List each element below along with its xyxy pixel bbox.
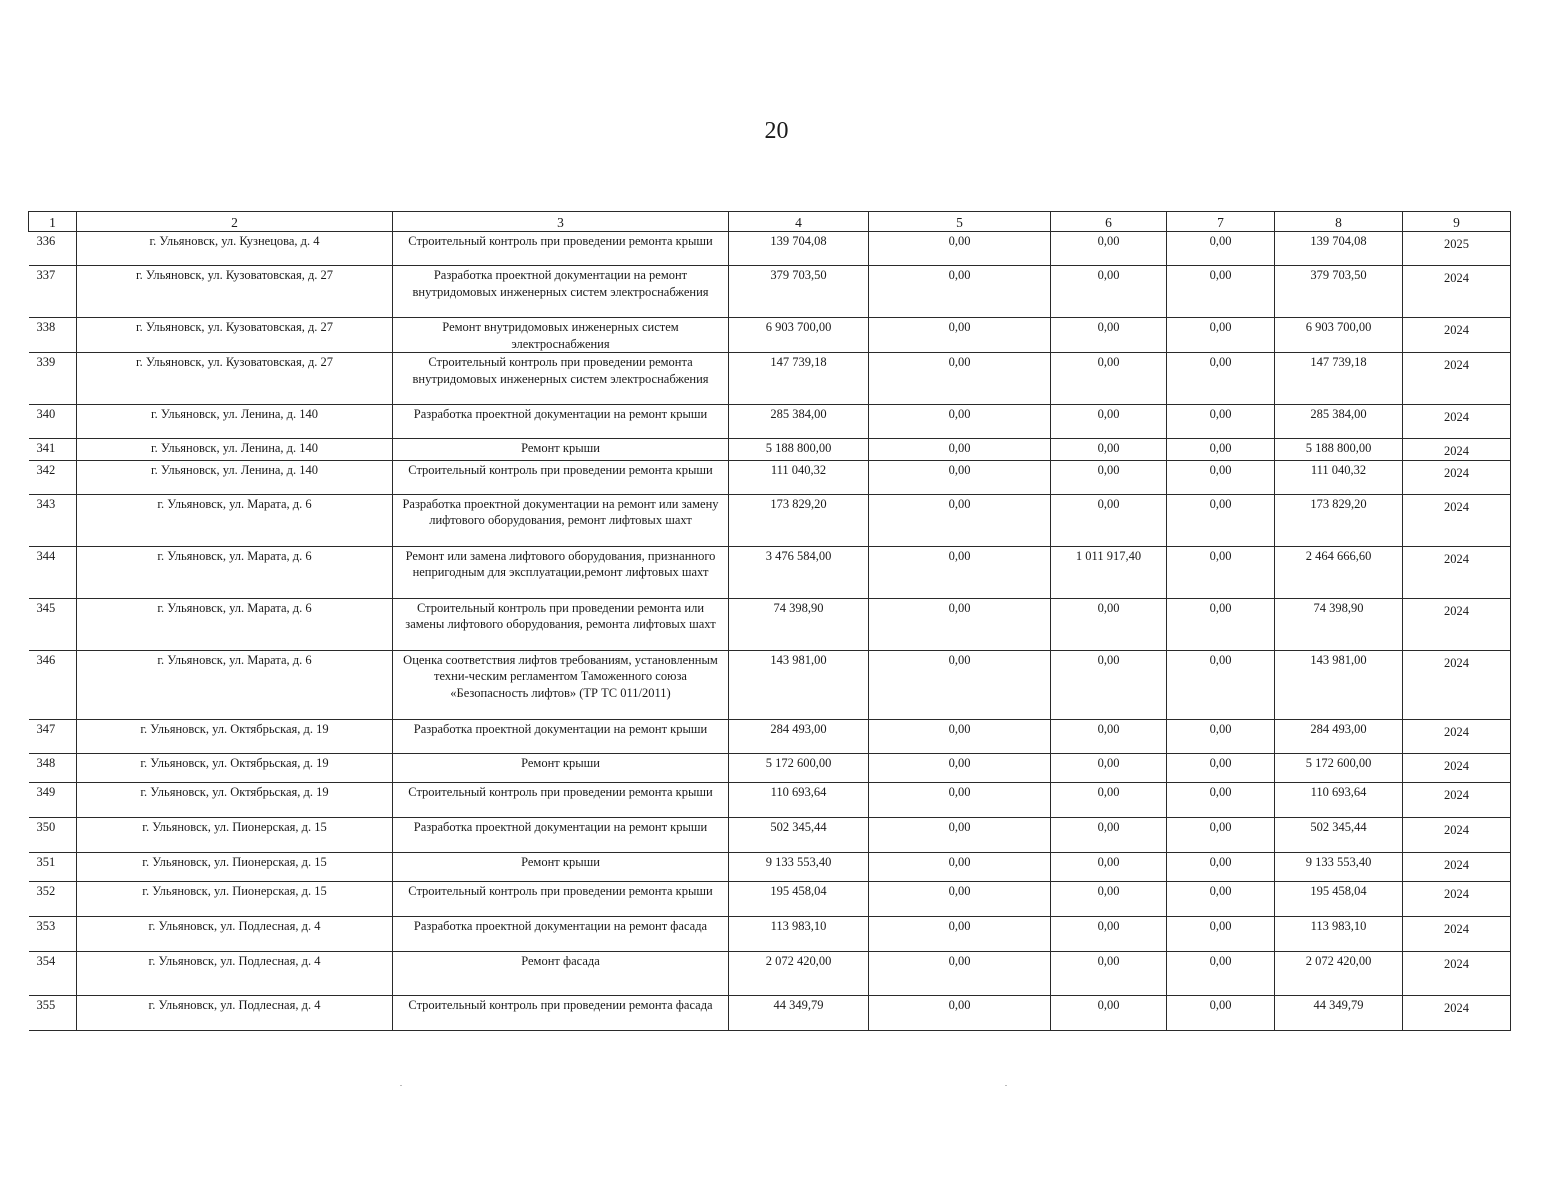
- total-cost-cell: 111 040,32: [729, 460, 869, 494]
- regional-operator-cell: 143 981,00: [1275, 650, 1403, 719]
- row-number: 348: [29, 753, 77, 782]
- regional-operator-cell: 6 903 700,00: [1275, 318, 1403, 353]
- address-cell: г. Ульяновск, ул. Кузоватовская, д. 27: [77, 353, 393, 405]
- year-cell: 2024: [1403, 782, 1511, 817]
- fund-cell: 0,00: [869, 439, 1051, 461]
- budget-cell: 0,00: [1167, 995, 1275, 1030]
- row-number: 339: [29, 353, 77, 405]
- owner-funds-cell: 0,00: [1051, 353, 1167, 405]
- regional-operator-cell: 147 739,18: [1275, 353, 1403, 405]
- year-cell: 2024: [1403, 995, 1511, 1030]
- regional-operator-cell: 2 464 666,60: [1275, 546, 1403, 598]
- budget-cell: 0,00: [1167, 881, 1275, 916]
- total-cost-cell: 285 384,00: [729, 405, 869, 439]
- year-cell: 2024: [1403, 439, 1511, 461]
- fund-cell: 0,00: [869, 782, 1051, 817]
- row-number: 340: [29, 405, 77, 439]
- budget-cell: 0,00: [1167, 266, 1275, 318]
- fund-cell: 0,00: [869, 494, 1051, 546]
- table-row: [29, 753, 1511, 782]
- work-description-cell: Ремонт фасада: [393, 951, 729, 995]
- total-cost-cell: 173 829,20: [729, 494, 869, 546]
- total-cost-cell: 2 072 420,00: [729, 951, 869, 995]
- regional-operator-cell: 173 829,20: [1275, 494, 1403, 546]
- fund-cell: 0,00: [869, 318, 1051, 353]
- budget-cell: 0,00: [1167, 951, 1275, 995]
- address-cell: г. Ульяновск, ул. Октябрьская, д. 19: [77, 782, 393, 817]
- total-cost-cell: 5 188 800,00: [729, 439, 869, 461]
- fund-cell: 0,00: [869, 266, 1051, 318]
- work-description-cell: Ремонт крыши: [393, 852, 729, 881]
- work-description-cell: Ремонт внутридомовых инженерных систем электроснабжения: [393, 318, 729, 353]
- row-number: 352: [29, 881, 77, 916]
- row-number: 341: [29, 439, 77, 461]
- row-number: 338: [29, 318, 77, 353]
- table-row: [29, 439, 1511, 461]
- budget-cell: 0,00: [1167, 439, 1275, 461]
- regional-operator-cell: 285 384,00: [1275, 405, 1403, 439]
- row-number: 342: [29, 460, 77, 494]
- address-cell: г. Ульяновск, ул. Марата, д. 6: [77, 650, 393, 719]
- regional-operator-cell: 5 188 800,00: [1275, 439, 1403, 461]
- row-number: 345: [29, 598, 77, 650]
- column-number: 7: [1167, 212, 1275, 232]
- owner-funds-cell: 0,00: [1051, 650, 1167, 719]
- row-number: 353: [29, 916, 77, 951]
- budget-cell: 0,00: [1167, 598, 1275, 650]
- owner-funds-cell: 0,00: [1051, 817, 1167, 852]
- regional-operator-cell: 111 040,32: [1275, 460, 1403, 494]
- work-description-cell: Строительный контроль при проведении ремонта крыши: [393, 782, 729, 817]
- year-cell: 2024: [1403, 852, 1511, 881]
- table-row: [29, 650, 1511, 719]
- budget-cell: 0,00: [1167, 318, 1275, 353]
- table-row: [29, 995, 1511, 1030]
- total-cost-cell: 379 703,50: [729, 266, 869, 318]
- owner-funds-cell: 0,00: [1051, 405, 1167, 439]
- work-description-cell: Разработка проектной документации на ремонт крыши: [393, 817, 729, 852]
- fund-cell: 0,00: [869, 719, 1051, 753]
- total-cost-cell: 44 349,79: [729, 995, 869, 1030]
- total-cost-cell: 113 983,10: [729, 916, 869, 951]
- fund-cell: 0,00: [869, 951, 1051, 995]
- column-number: 1: [29, 212, 77, 232]
- column-number: 4: [729, 212, 869, 232]
- address-cell: г. Ульяновск, ул. Марата, д. 6: [77, 546, 393, 598]
- table-row: [29, 266, 1511, 318]
- fund-cell: 0,00: [869, 460, 1051, 494]
- page-number: 20: [764, 118, 789, 144]
- row-number: 354: [29, 951, 77, 995]
- scan-artifact: [1005, 1085, 1007, 1086]
- year-cell: 2024: [1403, 405, 1511, 439]
- owner-funds-cell: 0,00: [1051, 753, 1167, 782]
- budget-cell: 0,00: [1167, 817, 1275, 852]
- regional-operator-cell: 195 458,04: [1275, 881, 1403, 916]
- address-cell: г. Ульяновск, ул. Октябрьская, д. 19: [77, 719, 393, 753]
- total-cost-cell: 6 903 700,00: [729, 318, 869, 353]
- table-row: [29, 494, 1511, 546]
- address-cell: г. Ульяновск, ул. Кузнецова, д. 4: [77, 232, 393, 266]
- year-cell: 2024: [1403, 266, 1511, 318]
- row-number: 350: [29, 817, 77, 852]
- address-cell: г. Ульяновск, ул. Ленина, д. 140: [77, 439, 393, 461]
- total-cost-cell: 195 458,04: [729, 881, 869, 916]
- work-description-cell: Строительный контроль при проведении ремонта фасада: [393, 995, 729, 1030]
- owner-funds-cell: 0,00: [1051, 439, 1167, 461]
- column-number: 5: [869, 212, 1051, 232]
- work-description-cell: Ремонт или замена лифтового оборудования, признанного непригодным для эксплуатации,ремонт лифтовых шахт: [393, 546, 729, 598]
- budget-cell: 0,00: [1167, 650, 1275, 719]
- total-cost-cell: 284 493,00: [729, 719, 869, 753]
- owner-funds-cell: 0,00: [1051, 318, 1167, 353]
- budget-cell: 0,00: [1167, 916, 1275, 951]
- address-cell: г. Ульяновск, ул. Пионерская, д. 15: [77, 852, 393, 881]
- table-row: [29, 852, 1511, 881]
- capital-repair-table: [28, 211, 1511, 1031]
- address-cell: г. Ульяновск, ул. Подлесная, д. 4: [77, 951, 393, 995]
- year-cell: 2024: [1403, 650, 1511, 719]
- column-number: 8: [1275, 212, 1403, 232]
- year-cell: 2024: [1403, 598, 1511, 650]
- year-cell: 2024: [1403, 318, 1511, 353]
- budget-cell: 0,00: [1167, 405, 1275, 439]
- budget-cell: 0,00: [1167, 719, 1275, 753]
- address-cell: г. Ульяновск, ул. Ленина, д. 140: [77, 405, 393, 439]
- fund-cell: 0,00: [869, 598, 1051, 650]
- work-description-cell: Ремонт крыши: [393, 753, 729, 782]
- owner-funds-cell: 0,00: [1051, 494, 1167, 546]
- work-description-cell: Строительный контроль при проведении ремонта или замены лифтового оборудования, ремонта лифтовых шахт: [393, 598, 729, 650]
- total-cost-cell: 9 133 553,40: [729, 852, 869, 881]
- owner-funds-cell: 0,00: [1051, 598, 1167, 650]
- table-row: [29, 817, 1511, 852]
- owner-funds-cell: 0,00: [1051, 916, 1167, 951]
- work-description-cell: Разработка проектной документации на ремонт фасада: [393, 916, 729, 951]
- table-row: [29, 719, 1511, 753]
- regional-operator-cell: 113 983,10: [1275, 916, 1403, 951]
- fund-cell: 0,00: [869, 995, 1051, 1030]
- table-row: [29, 353, 1511, 405]
- column-number: 3: [393, 212, 729, 232]
- owner-funds-cell: 0,00: [1051, 266, 1167, 318]
- regional-operator-cell: 9 133 553,40: [1275, 852, 1403, 881]
- fund-cell: 0,00: [869, 916, 1051, 951]
- owner-funds-cell: 0,00: [1051, 951, 1167, 995]
- year-cell: 2024: [1403, 817, 1511, 852]
- budget-cell: 0,00: [1167, 546, 1275, 598]
- owner-funds-cell: 0,00: [1051, 881, 1167, 916]
- regional-operator-cell: 110 693,64: [1275, 782, 1403, 817]
- address-cell: г. Ульяновск, ул. Пионерская, д. 15: [77, 817, 393, 852]
- year-cell: 2024: [1403, 353, 1511, 405]
- regional-operator-cell: 284 493,00: [1275, 719, 1403, 753]
- regional-operator-cell: 74 398,90: [1275, 598, 1403, 650]
- year-cell: 2024: [1403, 951, 1511, 995]
- address-cell: г. Ульяновск, ул. Кузоватовская, д. 27: [77, 318, 393, 353]
- total-cost-cell: 3 476 584,00: [729, 546, 869, 598]
- work-description-cell: Разработка проектной документации на ремонт внутридомовых инженерных систем электроснабжения: [393, 266, 729, 318]
- fund-cell: 0,00: [869, 817, 1051, 852]
- row-number: 351: [29, 852, 77, 881]
- row-number: 344: [29, 546, 77, 598]
- work-description-cell: Разработка проектной документации на ремонт крыши: [393, 719, 729, 753]
- work-description-cell: Строительный контроль при проведении ремонта внутридомовых инженерных систем электроснабжения: [393, 353, 729, 405]
- year-cell: 2024: [1403, 916, 1511, 951]
- owner-funds-cell: 1 011 917,40: [1051, 546, 1167, 598]
- work-description-cell: Оценка соответствия лифтов требованиям, установленным техни-ческим регламентом Таможенного союза «Безопасность лифтов» (ТР ТС 011/2011): [393, 650, 729, 719]
- owner-funds-cell: 0,00: [1051, 719, 1167, 753]
- work-description-cell: Ремонт крыши: [393, 439, 729, 461]
- total-cost-cell: 110 693,64: [729, 782, 869, 817]
- fund-cell: 0,00: [869, 753, 1051, 782]
- table-row: [29, 318, 1511, 353]
- table-row: [29, 460, 1511, 494]
- fund-cell: 0,00: [869, 232, 1051, 266]
- table-row: [29, 598, 1511, 650]
- budget-cell: 0,00: [1167, 782, 1275, 817]
- regional-operator-cell: 5 172 600,00: [1275, 753, 1403, 782]
- column-number: 9: [1403, 212, 1511, 232]
- total-cost-cell: 143 981,00: [729, 650, 869, 719]
- address-cell: г. Ульяновск, ул. Подлесная, д. 4: [77, 916, 393, 951]
- scan-artifact: [400, 1085, 402, 1086]
- total-cost-cell: 5 172 600,00: [729, 753, 869, 782]
- year-cell: 2024: [1403, 881, 1511, 916]
- fund-cell: 0,00: [869, 353, 1051, 405]
- fund-cell: 0,00: [869, 650, 1051, 719]
- column-number: 2: [77, 212, 393, 232]
- regional-operator-cell: 139 704,08: [1275, 232, 1403, 266]
- address-cell: г. Ульяновск, ул. Ленина, д. 140: [77, 460, 393, 494]
- work-description-cell: Разработка проектной документации на ремонт или замену лифтового оборудования, ремонт лифтовых шахт: [393, 494, 729, 546]
- year-cell: 2024: [1403, 719, 1511, 753]
- year-cell: 2025: [1403, 232, 1511, 266]
- fund-cell: 0,00: [869, 881, 1051, 916]
- year-cell: 2024: [1403, 460, 1511, 494]
- column-number: 6: [1051, 212, 1167, 232]
- table-row: [29, 782, 1511, 817]
- owner-funds-cell: 0,00: [1051, 852, 1167, 881]
- row-number: 347: [29, 719, 77, 753]
- budget-cell: 0,00: [1167, 753, 1275, 782]
- table-row: [29, 546, 1511, 598]
- row-number: 346: [29, 650, 77, 719]
- table-row: [29, 232, 1511, 266]
- work-description-cell: Разработка проектной документации на ремонт крыши: [393, 405, 729, 439]
- owner-funds-cell: 0,00: [1051, 460, 1167, 494]
- row-number: 337: [29, 266, 77, 318]
- regional-operator-cell: 502 345,44: [1275, 817, 1403, 852]
- budget-cell: 0,00: [1167, 232, 1275, 266]
- table-body: [29, 232, 1511, 1031]
- year-cell: 2024: [1403, 494, 1511, 546]
- regional-operator-cell: 2 072 420,00: [1275, 951, 1403, 995]
- total-cost-cell: 74 398,90: [729, 598, 869, 650]
- regional-operator-cell: 379 703,50: [1275, 266, 1403, 318]
- work-description-cell: Строительный контроль при проведении ремонта крыши: [393, 232, 729, 266]
- owner-funds-cell: 0,00: [1051, 232, 1167, 266]
- owner-funds-cell: 0,00: [1051, 995, 1167, 1030]
- regional-operator-cell: 44 349,79: [1275, 995, 1403, 1030]
- address-cell: г. Ульяновск, ул. Пионерская, д. 15: [77, 881, 393, 916]
- fund-cell: 0,00: [869, 405, 1051, 439]
- total-cost-cell: 502 345,44: [729, 817, 869, 852]
- total-cost-cell: 147 739,18: [729, 353, 869, 405]
- budget-cell: 0,00: [1167, 353, 1275, 405]
- owner-funds-cell: 0,00: [1051, 782, 1167, 817]
- work-description-cell: Строительный контроль при проведении ремонта крыши: [393, 881, 729, 916]
- column-number-row: [29, 212, 1511, 232]
- work-description-cell: Строительный контроль при проведении ремонта крыши: [393, 460, 729, 494]
- year-cell: 2024: [1403, 546, 1511, 598]
- table-row: [29, 951, 1511, 995]
- budget-cell: 0,00: [1167, 460, 1275, 494]
- row-number: 349: [29, 782, 77, 817]
- row-number: 355: [29, 995, 77, 1030]
- table-row: [29, 881, 1511, 916]
- address-cell: г. Ульяновск, ул. Подлесная, д. 4: [77, 995, 393, 1030]
- total-cost-cell: 139 704,08: [729, 232, 869, 266]
- address-cell: г. Ульяновск, ул. Марата, д. 6: [77, 598, 393, 650]
- row-number: 336: [29, 232, 77, 266]
- address-cell: г. Ульяновск, ул. Марата, д. 6: [77, 494, 393, 546]
- table-row: [29, 405, 1511, 439]
- year-cell: 2024: [1403, 753, 1511, 782]
- table-row: [29, 916, 1511, 951]
- address-cell: г. Ульяновск, ул. Октябрьская, д. 19: [77, 753, 393, 782]
- budget-cell: 0,00: [1167, 494, 1275, 546]
- address-cell: г. Ульяновск, ул. Кузоватовская, д. 27: [77, 266, 393, 318]
- row-number: 343: [29, 494, 77, 546]
- budget-cell: 0,00: [1167, 852, 1275, 881]
- fund-cell: 0,00: [869, 546, 1051, 598]
- fund-cell: 0,00: [869, 852, 1051, 881]
